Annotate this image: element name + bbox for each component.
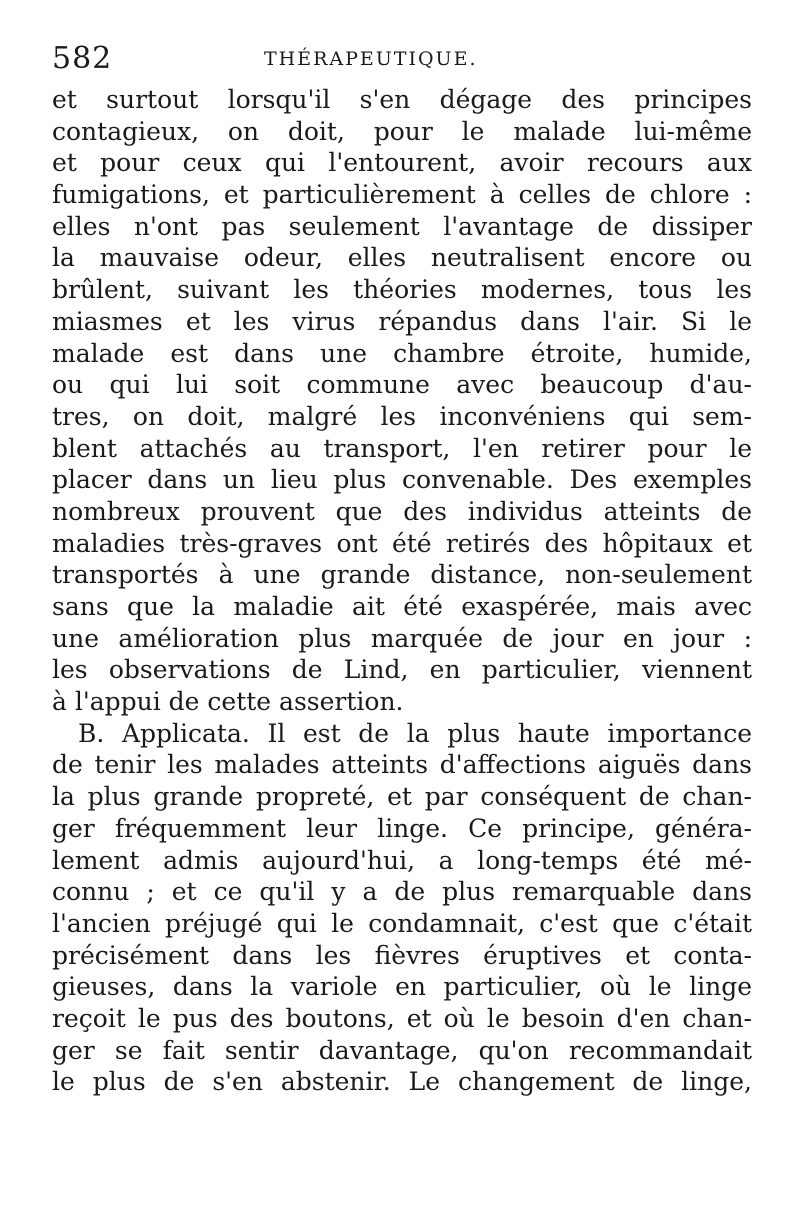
text-line: de tenir les malades atteints d'affections aiguës dans [52,750,752,780]
text-line: précisément dans les fièvres éruptives et conta- [52,940,752,970]
text-line: l'ancien préjugé qui le condamnait, c'est que c'était [52,908,752,938]
text-line: la plus grande propreté, et par conséquent de chan- [52,782,752,812]
running-title: THÉRAPEUTIQUE. [264,48,478,70]
text-line: contagieux, on doit, pour le malade lui-même [52,116,752,146]
text-line: ger se fait sentir davantage, qu'on recommandait [52,1035,752,1065]
text-line: à l'appui de cette assertion. [52,687,404,717]
text-line: ou qui lui soit commune avec beaucoup d'au- [52,370,752,400]
text-line: elles n'ont pas seulement l'avantage de dissiper [52,211,752,241]
page-header [52,40,752,78]
text-line: tres, on doit, malgré les inconvéniens qui sem- [52,401,752,431]
text-line: le plus de s'en abstenir. Le changement de linge, [52,1067,752,1097]
text-line: gieuses, dans la variole en particulier, où le linge [52,972,752,1002]
text-line: blent attachés au transport, l'en retirer pour le [52,433,752,463]
text-line: transportés à une grande distance, non-seulement [52,560,752,590]
text-line: B. Applicata. Il est de la plus haute importance [78,718,752,748]
text-line: brûlent, suivant les théories modernes, tous les [52,275,752,305]
text-line: fumigations, et particulièrement à celles de chlore : [52,180,752,210]
text-line: sans que la maladie ait été exaspérée, mais avec [52,592,752,621]
text-line: une amélioration plus marquée de jour en jour : [52,623,752,653]
text-line: connu ; et ce qu'il y a de plus remarquable dans [52,877,752,907]
text-line: la mauvaise odeur, elles neutralisent encore ou [52,243,752,273]
text-line: nombreux prouvent que des individus atteints de [52,496,752,526]
text-line: placer dans un lieu plus convenable. Des exemples [52,465,752,495]
body-text [52,84,752,1098]
text-line: les observations de Lind, en particulier, viennent [52,655,752,685]
text-line: et pour ceux qui l'entourent, avoir recours aux [52,148,752,178]
text-line: maladies très-graves ont été retirés des hôpitaux et [52,528,752,558]
text-line: ger fréquemment leur linge. Ce principe, généra- [52,813,752,843]
text-line: lement admis aujourd'hui, a long-temps été mé- [52,845,752,875]
text-line: malade est dans une chambre étroite, humide, [52,338,752,368]
text-line: et surtout lorsqu'il s'en dégage des principes [52,85,752,114]
text-line: reçoit le pus des boutons, et où le besoin d'en chan- [52,1003,752,1033]
page-number: 582 [52,41,113,76]
text-line: miasmes et les virus répandus dans l'air. Si le [52,306,752,336]
